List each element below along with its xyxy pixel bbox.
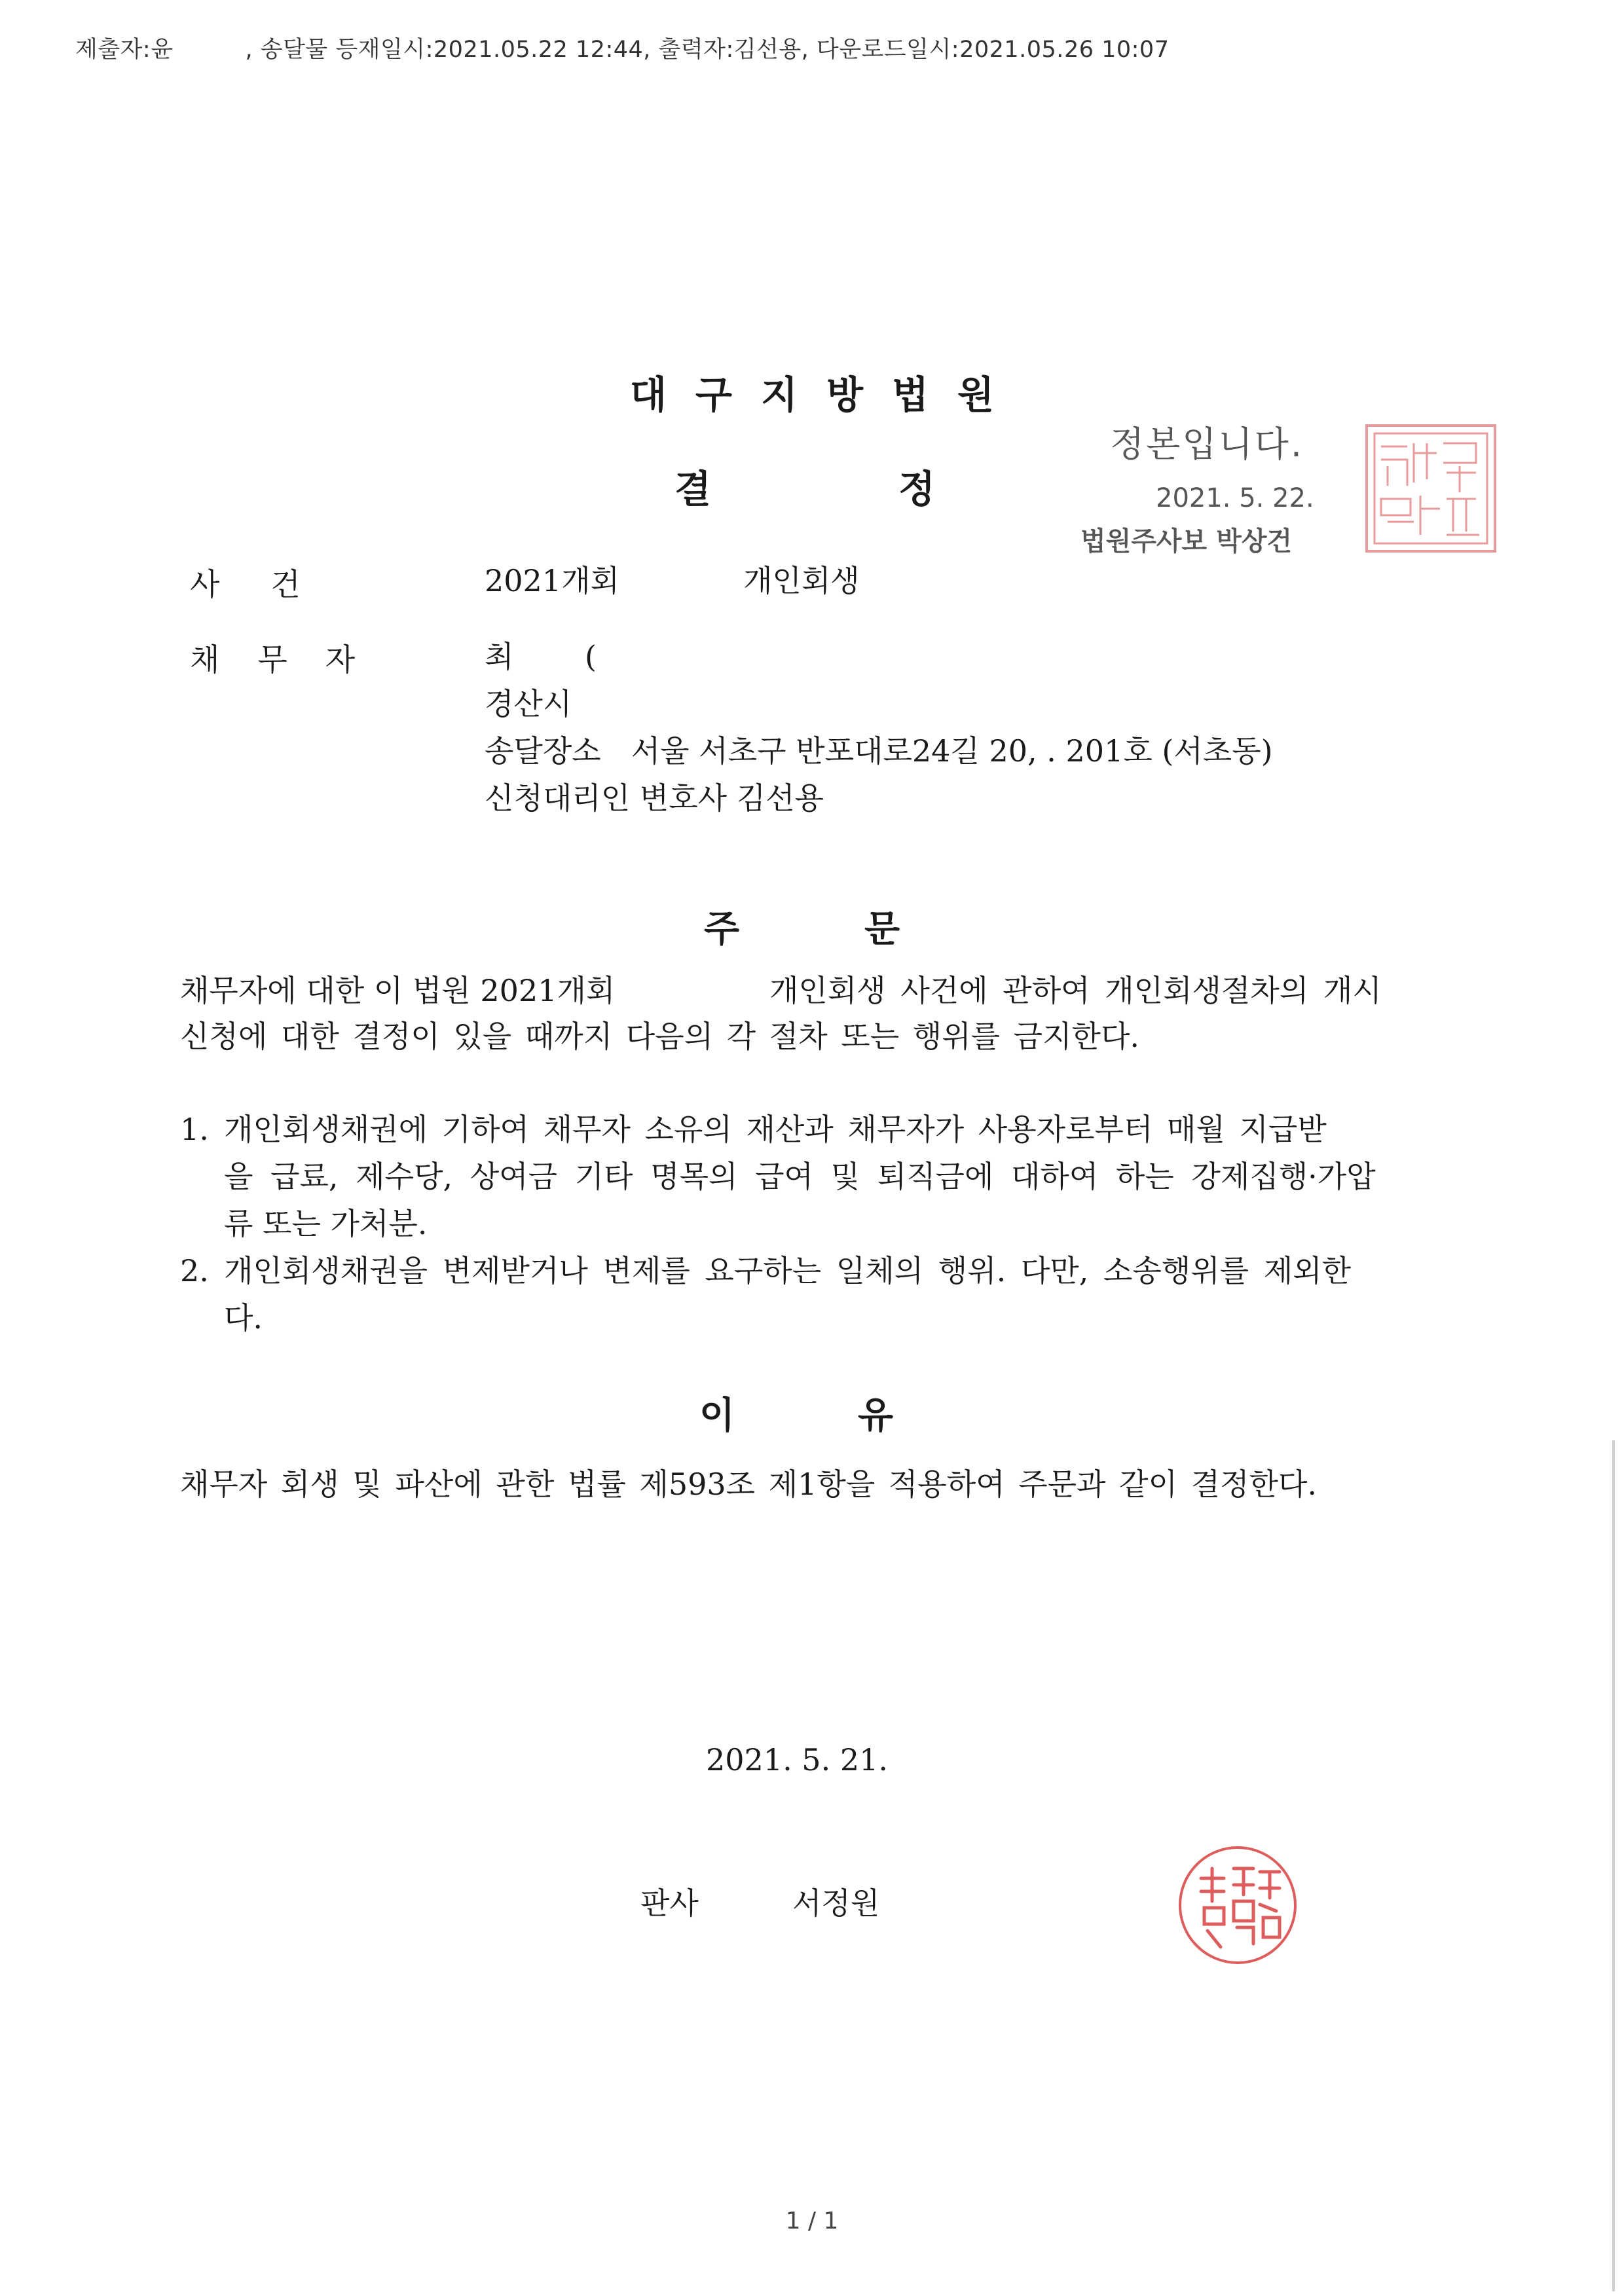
judge-name: 서정원 bbox=[792, 1886, 880, 1921]
decision-title-left: 결 bbox=[674, 467, 712, 511]
debtor-city: 경산시 bbox=[485, 686, 572, 721]
judge-seal-icon bbox=[1181, 1849, 1294, 1961]
order-item-2-line2: 다. bbox=[224, 1300, 263, 1336]
debtor-name: 최 bbox=[485, 639, 514, 674]
reason-text: 채무자 회생 및 파산에 관한 법률 제593조 제1항을 적용하여 주문과 같이 결정한다. bbox=[180, 1467, 1318, 1502]
scan-edge-line bbox=[1612, 1440, 1615, 2291]
case-type: 개인회생 bbox=[743, 563, 860, 598]
certification-clerk: 법원주사보 박상건 bbox=[1080, 526, 1293, 556]
judge-seal-stamp bbox=[1179, 1846, 1297, 1964]
print-header-submitter: 제출자:윤 bbox=[75, 37, 174, 63]
decision-title-right: 정 bbox=[898, 467, 936, 511]
order-heading-right: 문 bbox=[864, 908, 900, 951]
reason-heading-left: 이 bbox=[699, 1394, 735, 1437]
page-number: 1 / 1 bbox=[785, 2208, 839, 2234]
applicant-agent: 신청대리인 변호사 김선용 bbox=[485, 780, 824, 816]
certification-text: 정본입니다. bbox=[1110, 424, 1304, 465]
court-seal-stamp bbox=[1365, 424, 1496, 553]
judge-title: 판사 bbox=[640, 1886, 699, 1921]
debtor-label: 채무자 bbox=[190, 642, 394, 678]
order-intro-line1-part2: 개인회생 사건에 관하여 개인회생절차의 개시 bbox=[769, 973, 1382, 1008]
print-header-info: , 송달물 등재일시:2021.05.22 12:44, 출력자:김선용, 다운로드일시:2021.05.26 10:07 bbox=[245, 37, 1170, 63]
court-seal-icon bbox=[1368, 427, 1494, 550]
service-place-label: 송달장소 bbox=[485, 733, 601, 769]
order-item-2-number: 2. bbox=[180, 1253, 209, 1288]
order-item-1-line1: 개인회생채권에 기하여 채무자 소유의 재산과 채무자가 사용자로부터 매월 지급받 bbox=[224, 1112, 1327, 1147]
debtor-paren: ( bbox=[585, 639, 597, 674]
reason-heading-right: 유 bbox=[858, 1394, 894, 1437]
service-place bbox=[485, 728, 1273, 774]
case-label: 사건 bbox=[190, 567, 352, 603]
order-item-2-line1: 개인회생채권을 변제받거나 변제를 요구하는 일체의 행위. 다만, 소송행위를 제외한 bbox=[224, 1253, 1352, 1288]
order-item-1-line3: 류 또는 가처분. bbox=[224, 1206, 428, 1241]
order-intro-line2: 신청에 대한 결정이 있을 때까지 다음의 각 절차 또는 행위를 금지한다. bbox=[180, 1019, 1140, 1054]
certification-date: 2021. 5. 22. bbox=[1156, 483, 1314, 513]
order-heading-left: 주 bbox=[704, 908, 740, 951]
court-name: 대구지방법원 bbox=[629, 373, 1024, 417]
order-item-1-number: 1. bbox=[180, 1112, 209, 1147]
order-item-1-line2: 을 급료, 제수당, 상여금 기타 명목의 급여 및 퇴직금에 대하여 하는 강제집행·가압 bbox=[224, 1159, 1376, 1194]
order-intro-line1-part1: 채무자에 대한 이 법원 2021개회 bbox=[180, 973, 616, 1008]
print-header bbox=[75, 31, 1169, 64]
case-number: 2021개회 bbox=[485, 563, 619, 598]
decision-date: 2021. 5. 21. bbox=[706, 1742, 888, 1777]
service-address: 서울 서초구 반포대로24길 20, . 201호 (서초동) bbox=[631, 733, 1273, 769]
